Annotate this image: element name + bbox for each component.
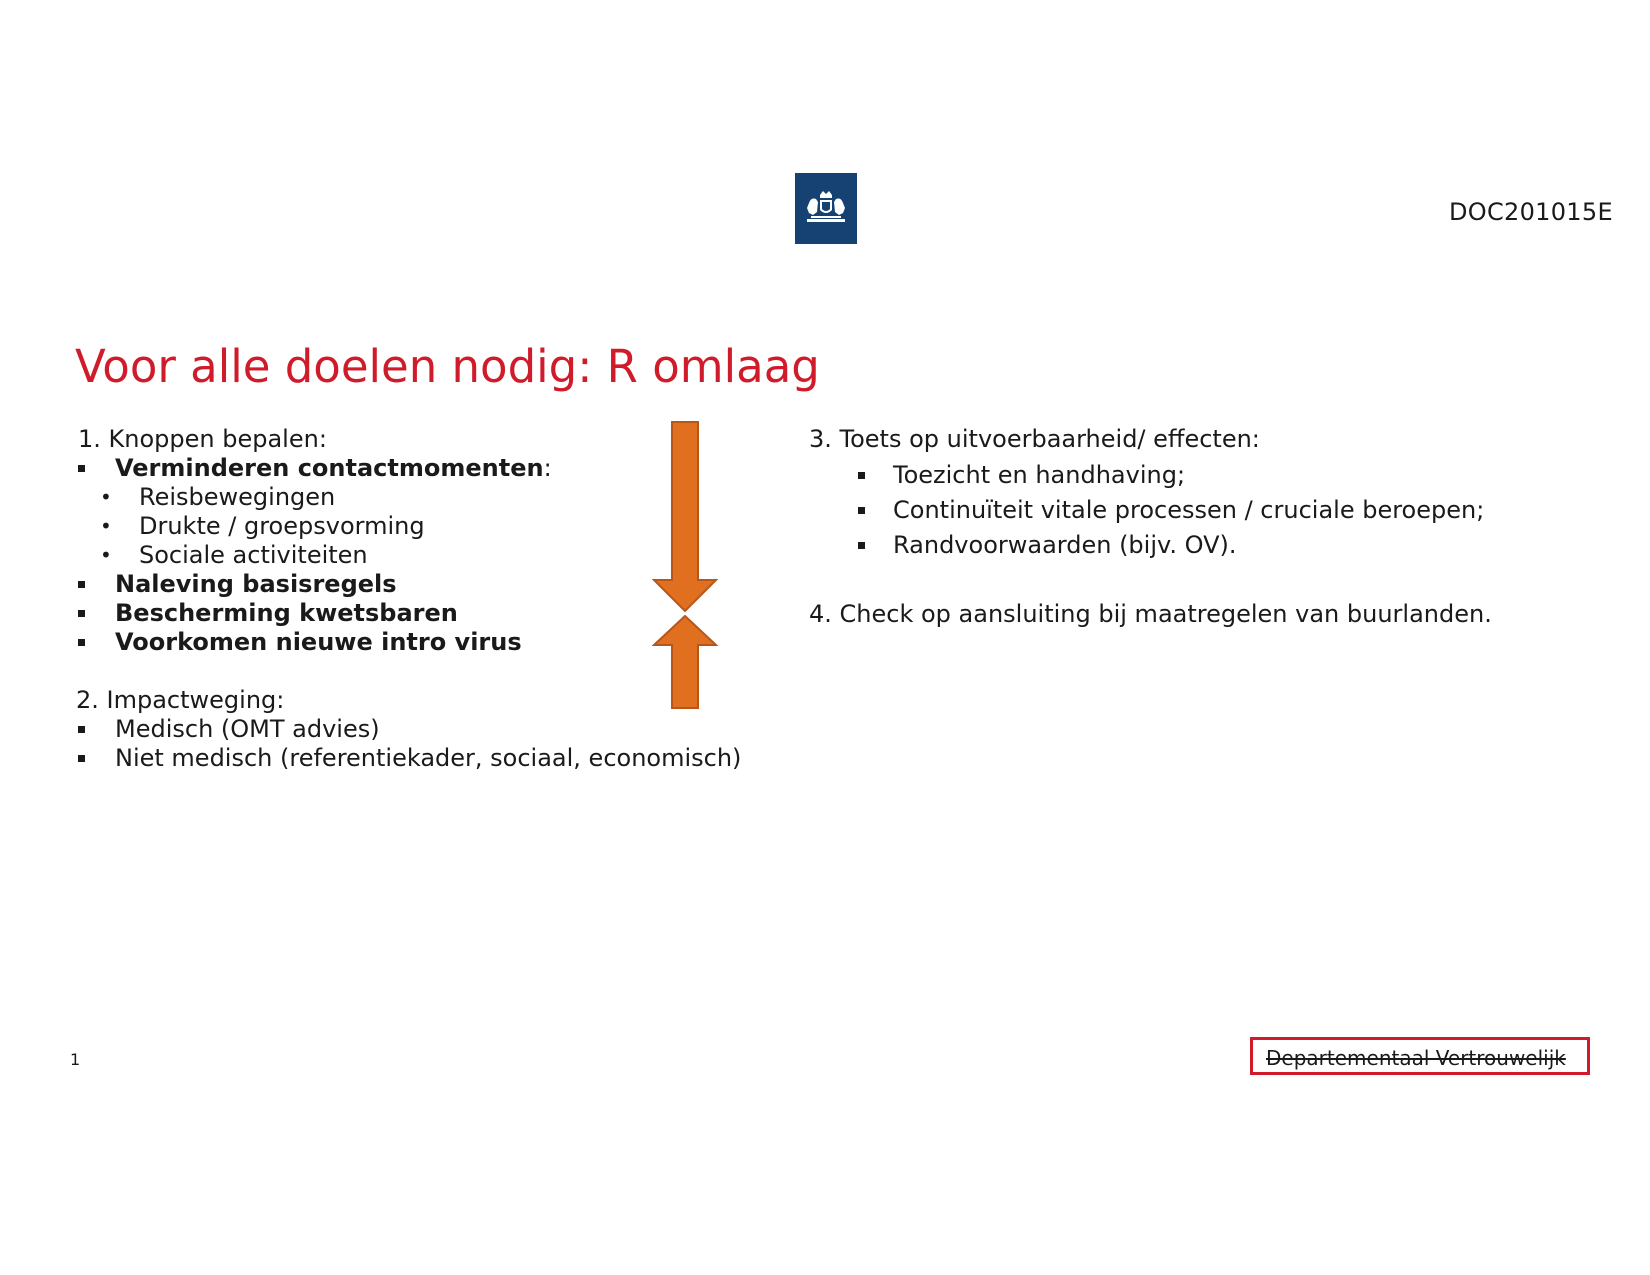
up-arrow-icon bbox=[654, 616, 716, 708]
bullet-dot: • bbox=[100, 514, 112, 538]
converging-arrows bbox=[650, 418, 720, 717]
list-item-bold: Voorkomen nieuwe intro virus bbox=[115, 628, 522, 656]
list-item-bold: Naleving basisregels bbox=[115, 570, 397, 598]
item-label: Verminderen contactmomenten bbox=[115, 454, 544, 482]
section-2-heading: 2. Impactweging: bbox=[76, 686, 285, 714]
bullet-square bbox=[78, 610, 85, 617]
classification-label bbox=[1250, 1037, 1590, 1075]
list-item: Continuïteit vitale processen / cruciale beroepen; bbox=[893, 496, 1485, 524]
document-id: DOC201015E bbox=[1449, 198, 1613, 226]
list-item: Medisch (OMT advies) bbox=[115, 715, 380, 743]
list-item-bold bbox=[115, 454, 552, 483]
bullet-square bbox=[858, 542, 865, 549]
list-item-bold: Bescherming kwetsbaren bbox=[115, 599, 458, 627]
sub-list-item: Drukte / groepsvorming bbox=[139, 512, 425, 540]
bullet-square bbox=[858, 472, 865, 479]
slide-title: Voor alle doelen nodig: R omlaag bbox=[75, 340, 820, 393]
sub-list-item: Sociale activiteiten bbox=[139, 541, 368, 569]
bullet-square bbox=[78, 581, 85, 588]
bullet-square bbox=[78, 639, 85, 646]
section-3-heading: 3. Toets op uitvoerbaarheid/ effecten: bbox=[809, 425, 1260, 453]
bullet-square bbox=[78, 465, 85, 472]
item-suffix: : bbox=[543, 454, 552, 482]
bullet-square bbox=[78, 726, 85, 733]
rijksoverheid-logo bbox=[795, 173, 857, 244]
list-item: Niet medisch (referentiekader, sociaal, economisch) bbox=[115, 744, 742, 772]
bullet-dot: • bbox=[100, 485, 112, 509]
bullet-square bbox=[858, 507, 865, 514]
bullet-dot: • bbox=[100, 543, 112, 567]
bullet-square bbox=[78, 755, 85, 762]
list-item: Toezicht en handhaving; bbox=[893, 461, 1186, 489]
classification-text: Departementaal Vertrouwelijk bbox=[1266, 1046, 1566, 1070]
page-number: 1 bbox=[70, 1050, 81, 1069]
sub-list-item: Reisbewegingen bbox=[139, 483, 336, 511]
list-item: Randvoorwaarden (bijv. OV). bbox=[893, 531, 1237, 559]
section-4-heading: 4. Check op aansluiting bij maatregelen van buurlanden. bbox=[809, 600, 1492, 628]
coat-of-arms-icon bbox=[795, 173, 857, 244]
section-1-heading: 1. Knoppen bepalen: bbox=[78, 425, 327, 453]
down-arrow-icon bbox=[654, 422, 716, 611]
